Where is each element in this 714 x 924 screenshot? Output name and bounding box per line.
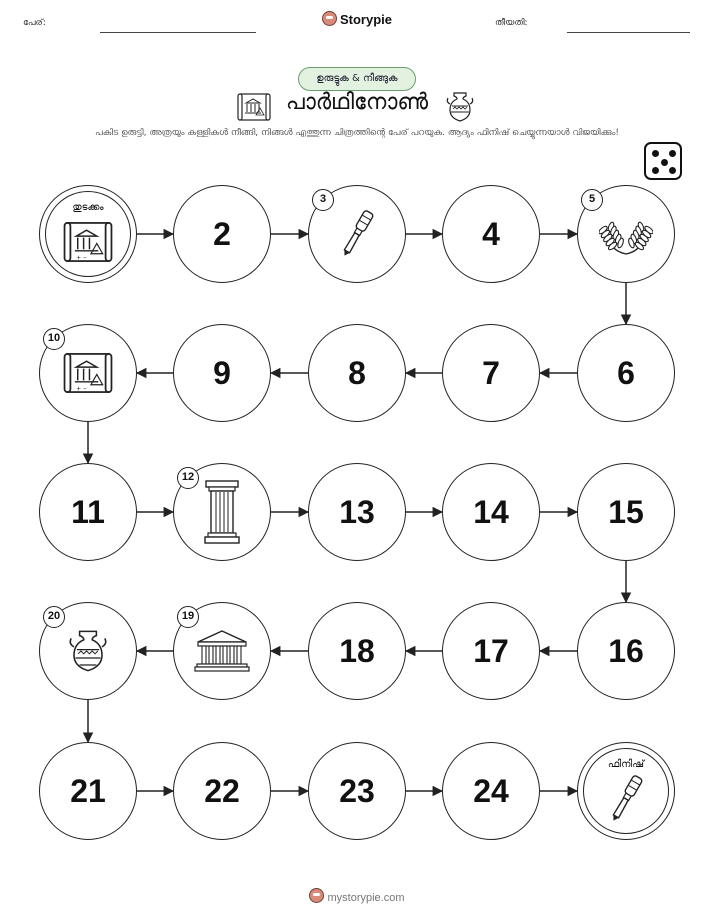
laurel-wreath-icon <box>599 210 653 262</box>
cell-number: 21 <box>70 773 106 809</box>
board-cell-16 <box>577 602 675 700</box>
chisel-icon <box>606 771 646 831</box>
cell-number: 2 <box>213 216 231 252</box>
board-cell-4 <box>442 185 540 283</box>
blueprint-scroll-icon <box>63 351 113 399</box>
cell-number-badge: 12 <box>177 467 199 489</box>
start-cell <box>39 185 137 283</box>
svg-text:+ ‒: + ‒ <box>75 386 87 393</box>
finish-cell <box>577 742 675 840</box>
board-cell-2 <box>173 185 271 283</box>
cell-number: 23 <box>339 773 375 809</box>
board-cell-5 <box>577 185 675 283</box>
brand-name: Storypie <box>339 12 392 27</box>
game-tag: ഉരുട്ടുക & നീങ്ങുക <box>298 67 416 91</box>
cell-number: 7 <box>482 355 500 391</box>
instructions: പകിട ഉരുട്ടി, അത്രയും കള്ളികൾ നീങ്ങി, നിങ്ങൾ എത്തുന്ന ചിത്രത്തിന്റെ പേര് പറയുക. ആദ്യം ഫിനിഷ് ചെയ്യുന്നയാൾ വിജയിക്കും! <box>95 128 619 138</box>
board-cell-23 <box>308 742 406 840</box>
cell-number: 11 <box>71 494 105 530</box>
cell-number: 9 <box>213 355 231 391</box>
svg-text:+ ‒: + ‒ <box>75 255 87 262</box>
blueprint-scroll-icon <box>63 220 113 268</box>
board-cell-3 <box>308 185 406 283</box>
start-label: തുടക്കം <box>72 202 104 213</box>
board-cell-9 <box>173 324 271 422</box>
board-cell-12 <box>173 463 271 561</box>
name-label: പേര്: <box>23 18 46 28</box>
cell-number: 14 <box>473 494 509 530</box>
board-cell-13 <box>308 463 406 561</box>
temple-icon <box>194 629 250 677</box>
finish-label: ഫിനിഷ് <box>607 759 645 770</box>
board-cell-6 <box>577 324 675 422</box>
greek-vase-icon <box>67 625 109 681</box>
board-cell-21 <box>39 742 137 840</box>
cell-number: 8 <box>348 355 366 391</box>
cell-number: 24 <box>473 773 509 809</box>
cell-number: 18 <box>339 633 375 669</box>
cell-number: 15 <box>608 494 644 530</box>
chisel-icon <box>337 206 377 266</box>
board-cell-14 <box>442 463 540 561</box>
cell-number: 22 <box>204 773 240 809</box>
footer-site: mystorypie.com <box>327 892 405 904</box>
board-cell-22 <box>173 742 271 840</box>
cell-number-badge: 3 <box>312 189 334 211</box>
board-cell-19 <box>173 602 271 700</box>
mascot-icon <box>309 888 324 903</box>
cell-number: 4 <box>482 216 500 252</box>
footer <box>0 888 714 904</box>
cell-number-badge: 5 <box>581 189 603 211</box>
board-cell-20 <box>39 602 137 700</box>
board-cell-10 <box>39 324 137 422</box>
board-cell-17 <box>442 602 540 700</box>
board-cell-18 <box>308 602 406 700</box>
cell-number: 16 <box>608 633 644 669</box>
board-cell-8 <box>308 324 406 422</box>
board-cell-15 <box>577 463 675 561</box>
board-cell-24 <box>442 742 540 840</box>
cell-number: 13 <box>339 494 375 530</box>
cell-number-badge: 19 <box>177 606 199 628</box>
board-cell-11 <box>39 463 137 561</box>
page-title: പാർഥിനോൺ <box>285 90 429 115</box>
board-cell-7 <box>442 324 540 422</box>
cell-number: 6 <box>617 355 635 391</box>
date-label: തീയതി: <box>495 18 528 28</box>
cell-number: 17 <box>473 633 509 669</box>
column-icon <box>202 479 242 549</box>
cell-number-badge: 10 <box>43 328 65 350</box>
cell-number-badge: 20 <box>43 606 65 628</box>
